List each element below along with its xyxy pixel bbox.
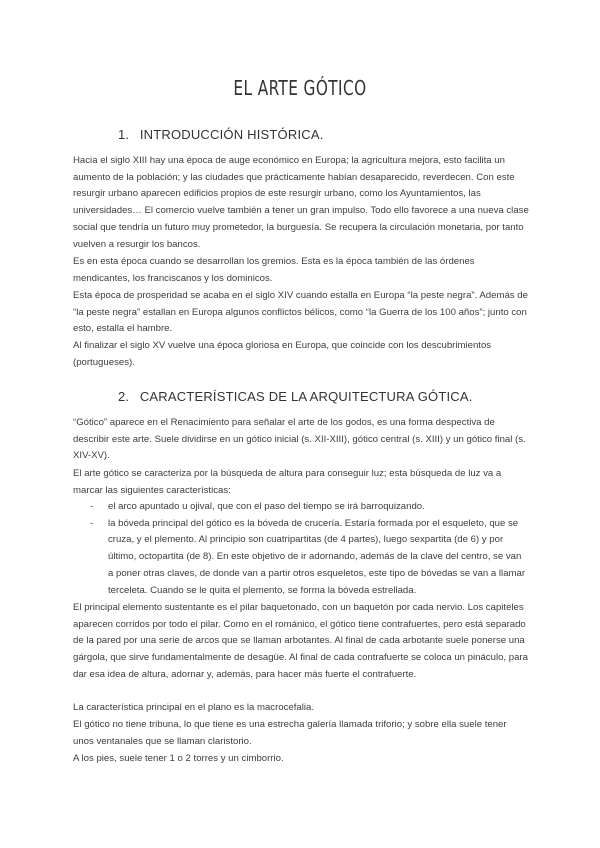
paragraph: “Gótico” aparece en el Renacimiento para señalar el arte de los godos, es una forma despectiva de describir este arte. Suele dividirse en un gótico inicial (s. XII-XIII), gótico central (s. XIII) y un gótico final (s. XIV-XV). [73,417,526,462]
paragraph: El gótico no tiene tribuna, lo que tiene es una estrecha galería llamada triforio; y sobre ella suele tener unos ventanales que se llaman claristorio. [73,719,507,747]
section-number: 2. [118,389,130,404]
section-number: 1. [118,127,130,142]
paragraph: Esta época de prosperidad se acaba en el siglo XIV cuando estalla en Europa “la peste negra”. Además de “la peste negra” estallan en Europa algunos conflictos bélicos, como “la Guerra de los 100 años”; junto con esto, estalla el hambre. [73,290,528,335]
paragraph: A los pies, suele tener 1 o 2 torres y un cimborrio. [73,753,284,764]
section-title: INTRODUCCIÓN HISTÓRICA. [139,127,324,142]
paragraph: El principal elemento sustentante es el pilar baquetonado, con un baquetón por cada nervio. Los capiteles aparecen corridos por todo el pilar. Como en el románico, el gótico tiene contrafuertes, pero está separado de la pared por una serie de arcos que se llaman arbotantes. Al final de cada arbotante suele ponerse una gárgola, que sirve fundamentalmente de desagüe. Al final de cada contrafuerte se coloca un pináculo, para dar esa idea de altura, adornar y, además, para hacer más fuerte el contrafuerte. [73,602,528,680]
paragraph: Hacia el siglo XIII hay una época de auge económico en Europa; la agricultura mejora, esto facilita un aumento de la población; y las ciudades que prácticamente habían desaparecido, reverdecen. Con este resurgir urbano aparecen edificios propios de este resurgir urbano, como los Ayuntamientos, las universidades… El comercio vuelve también a tener un gran impulso. Todo ello favorece a una nueva clase social que tendría un futuro muy prometedor, la burguesía. Se recupera la circulación monetaria, por tanto vuelven a resurgir los bancos. [73,155,529,250]
section-title: CARACTERÍSTICAS DE LA ARQUITECTURA GÓTICA. [139,389,473,404]
document-title: EL ARTE GÓTICO [233,76,367,100]
paragraph: Al finalizar el siglo XV vuelve una época gloriosa en Europa, que coincide con los descubrimientos (portugueses). [73,340,492,368]
paragraph: El arte gótico se caracteriza por la búsqueda de altura para conseguir luz; esta búsqueda de luz va a marcar las siguientes características: [73,468,502,496]
paragraph: La característica principal en el plano es la macrocefalia. [73,702,315,713]
list-item-text: la bóveda principal del gótico es la bóveda de crucería. Estaría formada por el esqueleto, que se cruza, y el plemento. Al principio son cuatripartitas (de 4 partes), luego sexpartita (de 6) y por último, octopartita (de 8). En este objetivo de ir adornando, además de la clave del centro, se van a poner otras claves, de donde van a partir otros esqueletos, este tipo de bóvedas se van a llamar terceleta. Cuando se le quita el plemento, se forma la bóveda estrellada. [108,517,526,596]
paragraph: Es en esta época cuando se desarrollan los gremios. Esta es la época también de las órdenes mendicantes, los franciscanos y los dominicos. [73,256,475,284]
list-marker: - [90,501,94,512]
list-item-text: el arco apuntado u ojival, que con el paso del tiempo se irá barroquizando. [108,501,425,512]
section-heading-introduccion [118,127,324,142]
list-item [73,499,529,516]
characteristics-list [73,499,529,599]
list-item [73,516,529,600]
section-heading-caracteristicas [118,389,473,404]
list-marker: - [90,517,94,529]
